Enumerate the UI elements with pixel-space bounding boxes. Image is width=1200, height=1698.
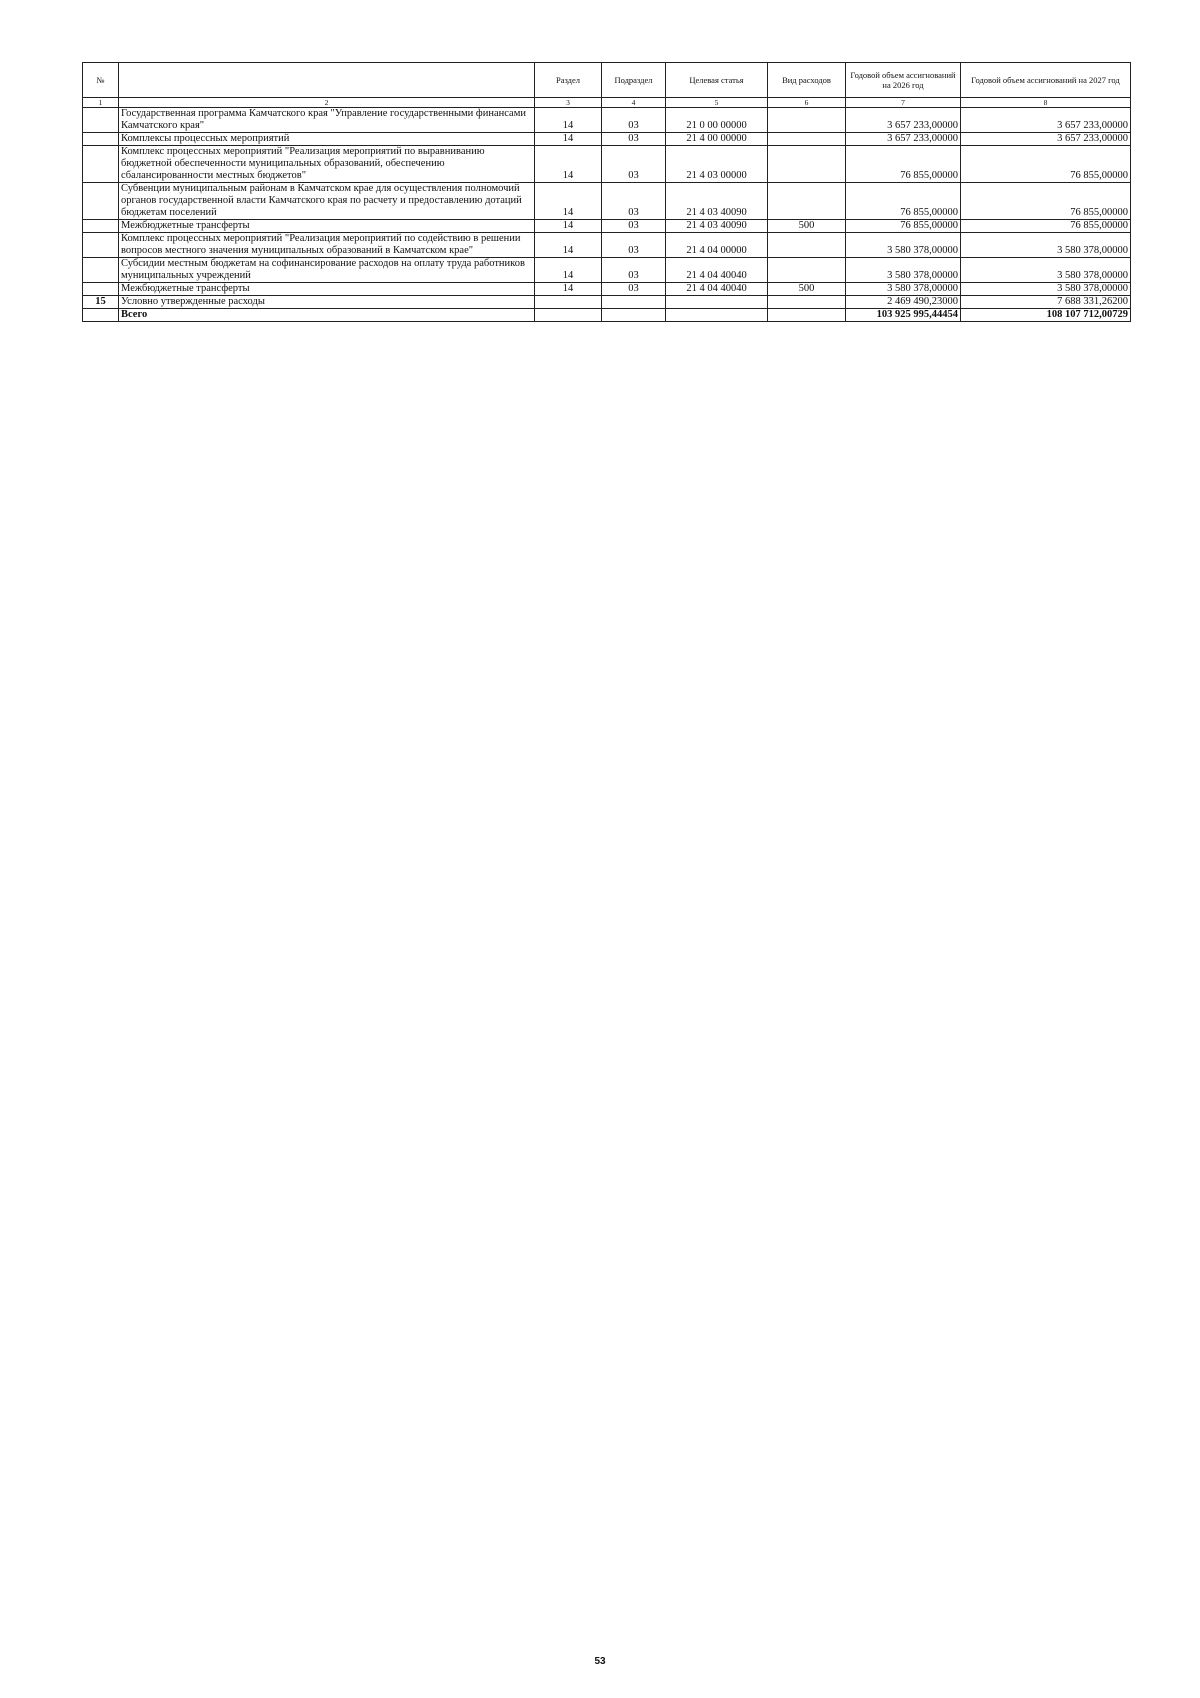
row-volume-2027: 3 657 233,00000: [961, 108, 1131, 133]
row-section: 14: [535, 233, 602, 258]
row-volume-2026: 3 580 378,00000: [846, 233, 961, 258]
row-section: 14: [535, 133, 602, 146]
row-subsection: [602, 296, 666, 309]
row-name: Комплексы процессных мероприятий: [119, 133, 535, 146]
row-target-article: 21 4 03 40090: [666, 220, 768, 233]
column-number: 3: [535, 98, 602, 108]
budget-sheet: [82, 62, 1130, 322]
table-row: [83, 146, 1131, 183]
row-expense-type: [768, 146, 846, 183]
row-volume-2026: 76 855,00000: [846, 220, 961, 233]
table-row: [83, 233, 1131, 258]
row-volume-2026: 3 580 378,00000: [846, 283, 961, 296]
table-row: [83, 296, 1131, 309]
header-volume-2027: Годовой объем ассигнований на 2027 год: [961, 63, 1131, 98]
total-volume-2026: 103 925 995,44454: [846, 309, 961, 322]
row-subsection: 03: [602, 108, 666, 133]
row-volume-2026: 3 657 233,00000: [846, 108, 961, 133]
column-number-row: [83, 98, 1131, 108]
budget-table: [82, 62, 1131, 322]
total-no: [83, 309, 119, 322]
total-subsection: [602, 309, 666, 322]
row-target-article: 21 4 04 40040: [666, 283, 768, 296]
row-name: Межбюджетные трансферты: [119, 283, 535, 296]
row-name: Субсидии местным бюджетам на софинансирование расходов на оплату труда работников муниципальных учреждений: [119, 258, 535, 283]
column-number: 6: [768, 98, 846, 108]
header-name: [119, 63, 535, 98]
row-volume-2026: 2 469 490,23000: [846, 296, 961, 309]
row-expense-type: [768, 183, 846, 220]
row-no: [83, 183, 119, 220]
total-section: [535, 309, 602, 322]
row-volume-2027: 76 855,00000: [961, 220, 1131, 233]
row-section: 14: [535, 283, 602, 296]
total-label: Всего: [119, 309, 535, 322]
row-target-article: 21 4 03 00000: [666, 146, 768, 183]
total-row: [83, 309, 1131, 322]
total-expense-type: [768, 309, 846, 322]
header-no: №: [83, 63, 119, 98]
row-no: [83, 133, 119, 146]
row-section: 14: [535, 108, 602, 133]
table-row: [83, 258, 1131, 283]
row-no: [83, 258, 119, 283]
row-expense-type: [768, 108, 846, 133]
row-subsection: 03: [602, 233, 666, 258]
row-expense-type: [768, 133, 846, 146]
row-volume-2026: 76 855,00000: [846, 183, 961, 220]
row-no: 15: [83, 296, 119, 309]
row-target-article: 21 0 00 00000: [666, 108, 768, 133]
row-subsection: 03: [602, 283, 666, 296]
row-target-article: 21 4 04 40040: [666, 258, 768, 283]
column-number: 4: [602, 98, 666, 108]
row-no: [83, 220, 119, 233]
row-target-article: 21 4 04 00000: [666, 233, 768, 258]
row-name: Межбюджетные трансферты: [119, 220, 535, 233]
row-no: [83, 108, 119, 133]
table-row: [83, 220, 1131, 233]
table-row: [83, 283, 1131, 296]
header-section: Раздел: [535, 63, 602, 98]
row-volume-2027: 7 688 331,26200: [961, 296, 1131, 309]
column-number: 5: [666, 98, 768, 108]
row-expense-type: [768, 233, 846, 258]
row-name: Государственная программа Камчатского края "Управление государственными финансами Камчатского края": [119, 108, 535, 133]
column-number: 2: [119, 98, 535, 108]
table-row: [83, 133, 1131, 146]
header-target-article: Целевая статья: [666, 63, 768, 98]
header-subsection: Подраздел: [602, 63, 666, 98]
row-section: [535, 296, 602, 309]
row-no: [83, 283, 119, 296]
row-no: [83, 146, 119, 183]
row-volume-2027: 3 580 378,00000: [961, 258, 1131, 283]
header-row: [83, 63, 1131, 98]
row-no: [83, 233, 119, 258]
row-volume-2027: 3 580 378,00000: [961, 283, 1131, 296]
header-volume-2026: Годовой объем ассигнований на 2026 год: [846, 63, 961, 98]
row-name: Комплекс процессных мероприятий "Реализация мероприятий по выравниванию бюджетной обеспеченности муниципальных образований, обеспечению сбалансированности местных бюджетов": [119, 146, 535, 183]
row-volume-2026: 3 657 233,00000: [846, 133, 961, 146]
table-row: [83, 108, 1131, 133]
row-expense-type: 500: [768, 283, 846, 296]
row-volume-2026: 76 855,00000: [846, 146, 961, 183]
row-expense-type: [768, 258, 846, 283]
table-row: [83, 183, 1131, 220]
header-expense-type: Вид расходов: [768, 63, 846, 98]
row-expense-type: 500: [768, 220, 846, 233]
row-name: Субвенции муниципальным районам в Камчатском крае для осуществления полномочий органов государственной власти Камчатского края по расчету и предоставлению дотаций бюджетам поселений: [119, 183, 535, 220]
row-volume-2027: 3 657 233,00000: [961, 133, 1131, 146]
row-expense-type: [768, 296, 846, 309]
row-volume-2027: 76 855,00000: [961, 146, 1131, 183]
row-section: 14: [535, 146, 602, 183]
column-number: 7: [846, 98, 961, 108]
total-target-article: [666, 309, 768, 322]
column-number: 1: [83, 98, 119, 108]
row-name: Комплекс процессных мероприятий "Реализация мероприятий по содействию в решении вопросов местного значения муниципальных образований в Камчатском крае": [119, 233, 535, 258]
total-volume-2027: 108 107 712,00729: [961, 309, 1131, 322]
row-target-article: 21 4 03 40090: [666, 183, 768, 220]
row-subsection: 03: [602, 133, 666, 146]
column-number: 8: [961, 98, 1131, 108]
row-volume-2027: 3 580 378,00000: [961, 233, 1131, 258]
row-subsection: 03: [602, 258, 666, 283]
row-subsection: 03: [602, 220, 666, 233]
row-section: 14: [535, 258, 602, 283]
row-section: 14: [535, 220, 602, 233]
row-subsection: 03: [602, 146, 666, 183]
row-name: Условно утвержденные расходы: [119, 296, 535, 309]
row-section: 14: [535, 183, 602, 220]
row-volume-2026: 3 580 378,00000: [846, 258, 961, 283]
row-target-article: 21 4 00 00000: [666, 133, 768, 146]
row-subsection: 03: [602, 183, 666, 220]
page-number: 53: [594, 1656, 606, 1667]
row-target-article: [666, 296, 768, 309]
row-volume-2027: 76 855,00000: [961, 183, 1131, 220]
